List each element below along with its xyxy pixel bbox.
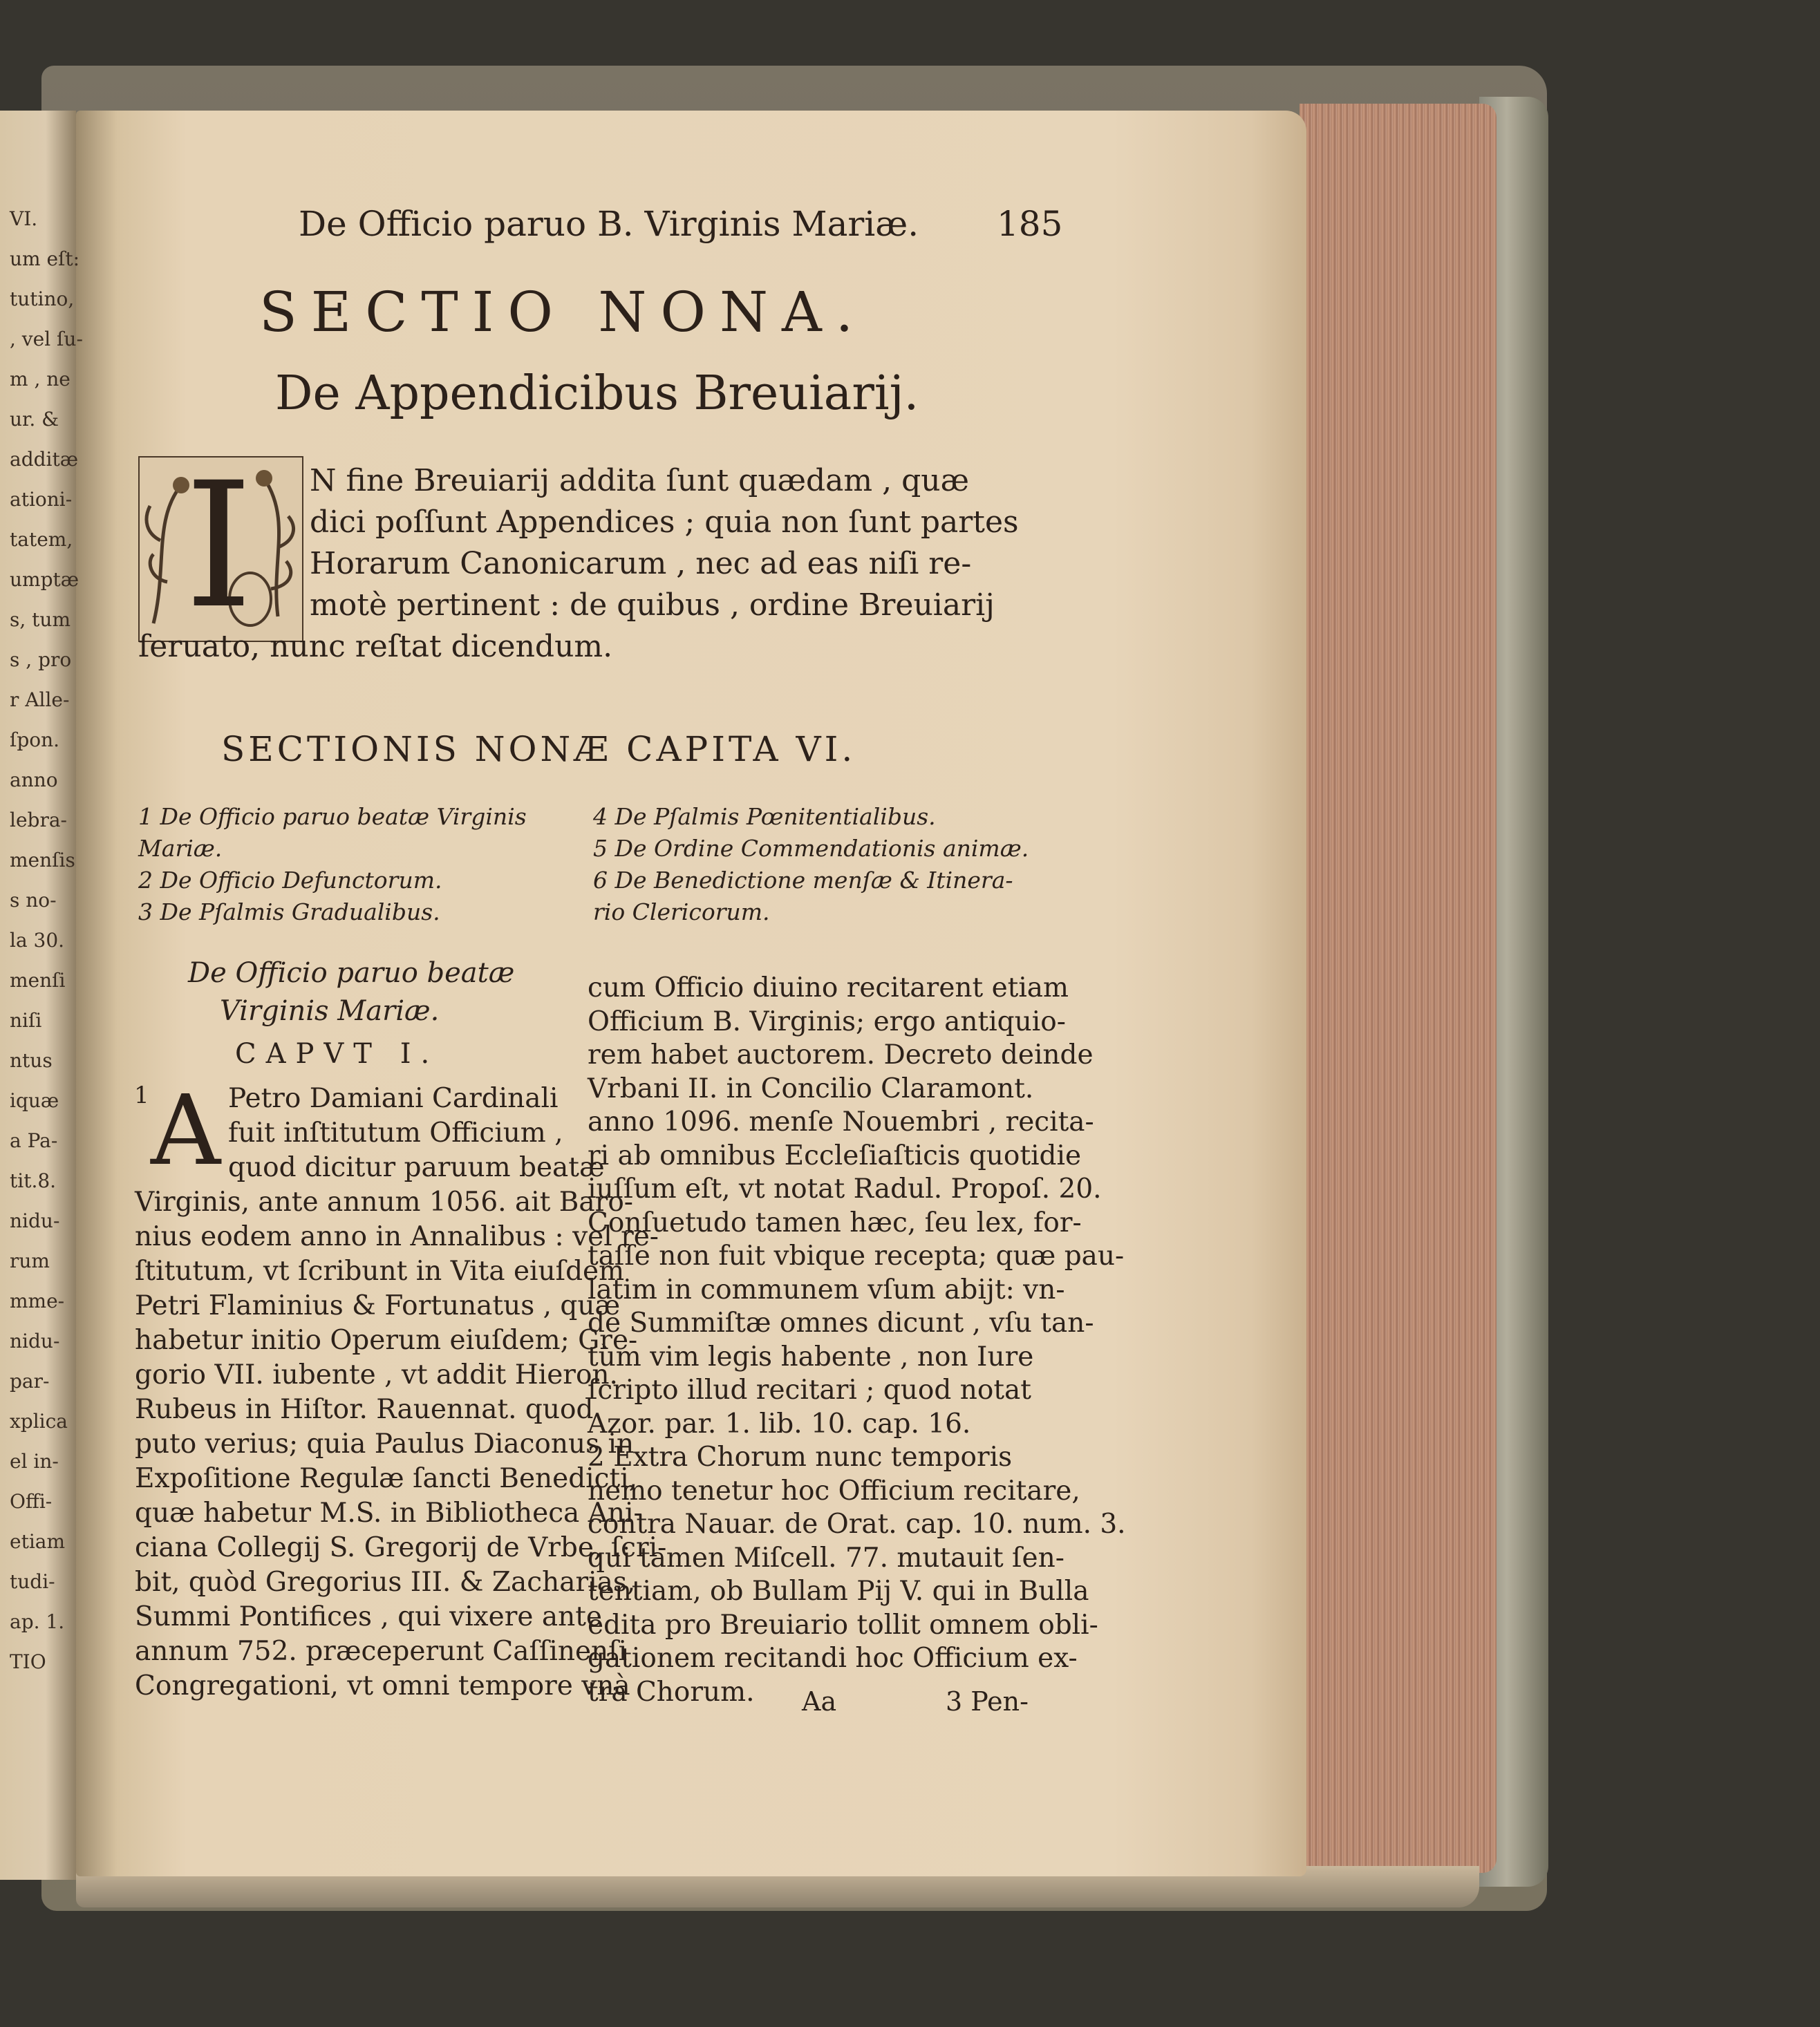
column-line: habetur initio Operum eiuſdem; Gre- bbox=[135, 1325, 638, 1356]
left-page-fragment: um eſt: bbox=[10, 247, 80, 270]
column-line: Expoſitione Regulæ ſancti Benedicti, bbox=[135, 1463, 638, 1494]
page-fore-edge bbox=[1300, 104, 1497, 1873]
left-page-fragment: ſpon. bbox=[10, 728, 60, 751]
left-page-fragment: , vel ſu- bbox=[10, 328, 83, 350]
column-line: bit, quòd Gregorius III. & Zacharias, bbox=[135, 1567, 636, 1598]
toc-item: 1 De Officio paruo beatæ Virginis bbox=[138, 803, 527, 830]
left-page-fragment: m , ne bbox=[10, 368, 71, 390]
column-line: annum 752. præceperunt Caſſinenſi bbox=[135, 1636, 628, 1667]
left-page-fragment: anno bbox=[10, 769, 58, 791]
page-number: 185 bbox=[997, 204, 1063, 244]
left-page-fragment: etiam bbox=[10, 1530, 66, 1553]
left-page-fragment: tutino, bbox=[10, 287, 75, 310]
left-page-fragment: tudi- bbox=[10, 1570, 55, 1593]
left-page-fragment: r Alle- bbox=[10, 688, 70, 711]
left-page-fragment: menſi bbox=[10, 969, 66, 992]
column-line: tentiam, ob Bullam Pij V. qui in Bulla bbox=[588, 1576, 1089, 1607]
column-line: contra Nauar. de Orat. cap. 10. num. 3. bbox=[588, 1509, 1126, 1540]
intro-line: motè pertinent : de quibus , ordine Breuiarij bbox=[310, 587, 995, 623]
column-line: Vrbani II. in Concilio Claramont. bbox=[588, 1073, 1034, 1104]
left-page-fragment: ap. 1. bbox=[10, 1610, 65, 1633]
capita-title: SECTIONIS NONÆ CAPITA VI. bbox=[221, 729, 856, 769]
column-line: iuſſum eſt, vt notat Radul. Propoſ. 20. bbox=[588, 1173, 1102, 1205]
column-line: anno 1096. menſe Nouembri , recita- bbox=[588, 1106, 1094, 1138]
left-page-fragment: TIO bbox=[10, 1650, 46, 1673]
column-line: Virginis, ante annum 1056. ait Baro- bbox=[135, 1187, 633, 1218]
column-line: Summi Pontifices , qui vixere ante bbox=[135, 1601, 602, 1632]
caput-heading: CAPVT I. bbox=[235, 1038, 440, 1070]
left-page-fragment: iquæ bbox=[10, 1089, 59, 1112]
chapter-heading-line-2: Virginis Mariæ. bbox=[220, 995, 440, 1027]
column-line: Congregationi, vt omni tempore vnà bbox=[135, 1670, 630, 1701]
catchword: 3 Pen- bbox=[946, 1686, 1029, 1717]
column-line: quæ habetur M.S. in Bibliotheca Ani- bbox=[135, 1498, 643, 1529]
section-subtitle: De Appendicibus Breuiarij. bbox=[275, 366, 919, 421]
paragraph-number: 1 bbox=[134, 1082, 149, 1109]
decorated-initial bbox=[138, 445, 303, 646]
column-line: nius eodem anno in Annalibus : vel re- bbox=[135, 1221, 659, 1252]
left-page-fragment: par- bbox=[10, 1370, 50, 1393]
intro-line: ſeruato, nunc reſtat dicendum. bbox=[138, 629, 613, 664]
left-page-fragment: niſi bbox=[10, 1009, 42, 1032]
column-line: puto verius; quia Paulus Diaconus in bbox=[135, 1429, 635, 1460]
chapter-heading-line-1: De Officio paruo beatæ bbox=[188, 957, 515, 989]
intro-line: dici poſſunt Appendices ; quia non ſunt partes bbox=[310, 505, 1019, 540]
toc-item: 4 De Pſalmis Pœnitentialibus. bbox=[593, 803, 936, 830]
toc-item: Mariæ. bbox=[138, 835, 223, 862]
column-line: quod dicitur paruum beatæ bbox=[228, 1152, 605, 1183]
left-page-fragment: nidu- bbox=[10, 1209, 60, 1232]
intro-line: N fine Breuiarij addita ſunt quædam , quæ bbox=[310, 463, 969, 498]
left-page-fragment: ur. & bbox=[10, 408, 59, 431]
column-line: 2 Extra Chorum nunc temporis bbox=[588, 1442, 1013, 1473]
column-line: rem habet auctorem. Decreto deinde bbox=[588, 1039, 1094, 1071]
column-line: Petro Damiani Cardinali bbox=[228, 1083, 559, 1114]
column-line: Azor. par. 1. lib. 10. cap. 16. bbox=[588, 1408, 971, 1440]
column-line: Petri Flaminius & Fortunatus , quæ bbox=[135, 1290, 621, 1321]
left-page-fragment: ntus bbox=[10, 1049, 53, 1072]
column-line: ſcripto illud recitari ; quod notat bbox=[588, 1375, 1031, 1406]
column-line: tra Chorum. bbox=[588, 1676, 755, 1708]
column-line: Officium B. Virginis; ergo antiquio- bbox=[588, 1006, 1066, 1037]
left-page-fragment: ationi- bbox=[10, 488, 73, 511]
column-line: fuit inſtitutum Officium , bbox=[228, 1118, 563, 1149]
left-page-fragment: additæ bbox=[10, 448, 79, 471]
left-page-fragment: xplica bbox=[10, 1410, 68, 1433]
left-page-fragment: la 30. bbox=[10, 929, 65, 952]
column-line: taſſe non fuit vbique recepta; quæ pau- bbox=[588, 1241, 1125, 1272]
left-page-fragment: s, tum bbox=[10, 608, 71, 631]
left-page-fragment: el in- bbox=[10, 1450, 59, 1473]
left-page-fragment: a Pa- bbox=[10, 1129, 58, 1152]
column-line: ciana Collegij S. Gregorij de Vrbe, ſcri- bbox=[135, 1532, 667, 1563]
large-initial-a: A bbox=[151, 1075, 221, 1187]
left-page-fragment: s , pro bbox=[10, 648, 72, 671]
left-page-fragment: Offi- bbox=[10, 1490, 53, 1513]
left-page-fragment: umptæ bbox=[10, 568, 79, 591]
column-line: gationem recitandi hoc Officium ex- bbox=[588, 1643, 1078, 1674]
left-page-fragment: tatem, bbox=[10, 528, 73, 551]
column-line: edita pro Breuiario tollit omnem obli- bbox=[588, 1609, 1098, 1641]
column-line: nemo tenetur hoc Officium recitare, bbox=[588, 1475, 1080, 1507]
column-line: ri ab omnibus Eccleſiaſticis quotidie bbox=[588, 1140, 1082, 1171]
running-head: De Officio paruo B. Virginis Mariæ. bbox=[299, 204, 919, 244]
column-line: Conſuetudo tamen hæc, ſeu lex, for- bbox=[588, 1207, 1082, 1238]
column-line: latim in communem vſum abijt: vn- bbox=[588, 1274, 1065, 1305]
column-line: qui tamen Miſcell. 77. mutauit ſen- bbox=[588, 1542, 1064, 1574]
toc-item: 5 De Ordine Commendationis animæ. bbox=[593, 835, 1029, 862]
left-page-fragment: rum bbox=[10, 1250, 50, 1272]
intro-line: Horarum Canonicarum , nec ad eas niſi re- bbox=[310, 546, 972, 581]
signature-mark: Aa bbox=[802, 1686, 837, 1717]
column-line: cum Officio diuino recitarent etiam bbox=[588, 972, 1069, 1003]
toc-item: 6 De Benedictione menſæ & Itinera- bbox=[593, 867, 1013, 894]
column-line: de Summiſtæ omnes dicunt , vſu tan- bbox=[588, 1308, 1094, 1339]
left-page-fragment: mme- bbox=[10, 1290, 65, 1312]
toc-item: 3 De Pſalmis Gradualibus. bbox=[138, 898, 440, 925]
column-line: ſtitutum, vt ſcribunt in Vita eiuſdem bbox=[135, 1256, 625, 1287]
toc-item: rio Clericorum. bbox=[593, 898, 770, 925]
column-line: tùm vim legis habente , non Iure bbox=[588, 1341, 1034, 1373]
section-title: SECTIO NONA. bbox=[259, 280, 867, 344]
left-page-fragment: menſis bbox=[10, 849, 75, 871]
left-page-fragment: lebra- bbox=[10, 809, 67, 831]
left-page-fragment: tit.8. bbox=[10, 1169, 57, 1192]
left-page-fragment: VI. bbox=[10, 207, 38, 230]
left-page-fragment: s no- bbox=[10, 889, 57, 912]
column-line: gorio VII. iubente , vt addit Hieron. bbox=[135, 1359, 618, 1390]
column-line: Rubeus in Hiſtor. Rauennat. quod bbox=[135, 1394, 594, 1425]
left-page-fragment: nidu- bbox=[10, 1330, 60, 1352]
initial-letter: I bbox=[185, 445, 253, 646]
toc-item: 2 De Officio Defunctorum. bbox=[138, 867, 442, 894]
